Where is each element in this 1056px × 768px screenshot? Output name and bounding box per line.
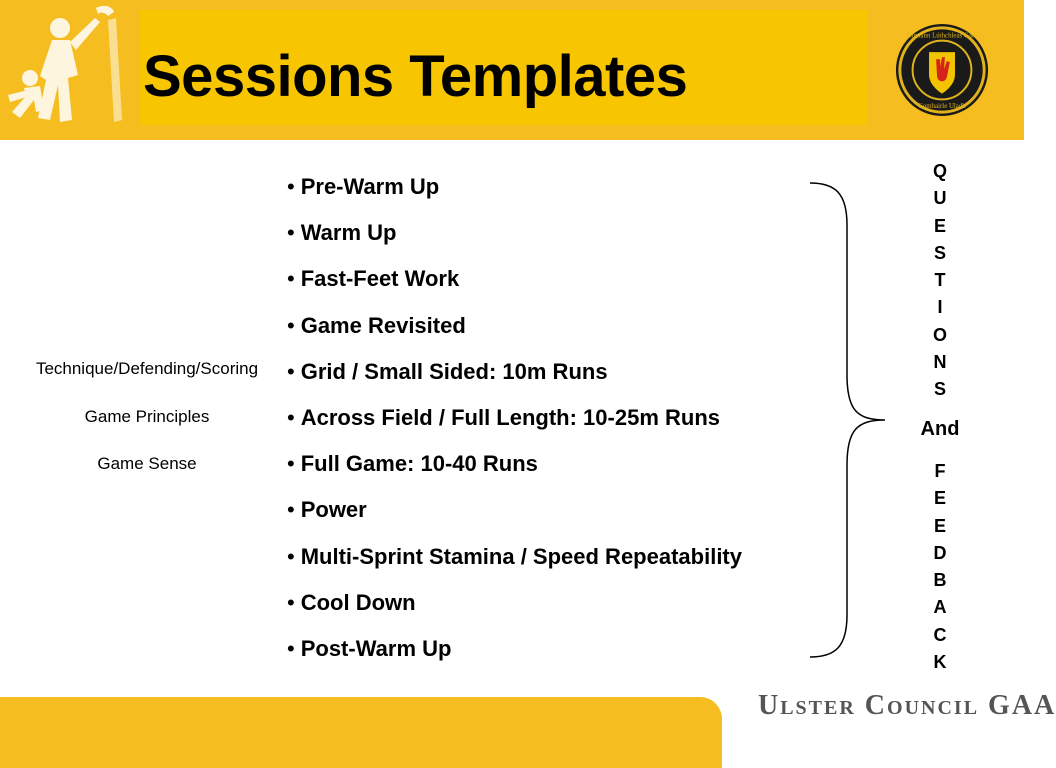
and-label: And	[920, 418, 960, 440]
side-label-game-sense: Game Sense	[97, 454, 197, 473]
feedback-vertical-word	[920, 458, 960, 676]
players-silhouette-icon	[0, 0, 135, 140]
feedback-letter: B	[933, 570, 947, 591]
list-item: • Power	[287, 497, 367, 523]
list-item: • Warm Up	[287, 220, 397, 246]
footer-band	[0, 697, 722, 768]
svg-text:Cumann Lúthchleas Gael: Cumann Lúthchleas Gael	[907, 32, 977, 40]
list-item: • Grid / Small Sided: 10m Runs	[287, 358, 608, 384]
questions-vertical-word	[920, 158, 960, 404]
list-item: • Post-Warm Up	[287, 635, 452, 661]
list-item: • Multi-Sprint Stamina / Speed Repeatability	[287, 543, 742, 569]
questions-letter: U	[933, 188, 947, 209]
list-item-label: Multi-Sprint Stamina / Speed Repeatability	[300, 543, 742, 569]
session-template-list	[287, 172, 742, 680]
feedback-letter: F	[934, 461, 946, 481]
questions-letter: E	[933, 215, 946, 236]
feedback-letter: E	[933, 515, 946, 536]
feedback-letter: A	[933, 597, 947, 618]
questions-letter: N	[933, 352, 947, 373]
list-item: • Pre-Warm Up	[287, 174, 440, 199]
list-item: • Game Revisited	[287, 312, 466, 338]
list-item-label: Game Revisited	[300, 312, 466, 338]
list-item-label: Warm Up	[300, 220, 397, 246]
list-item: • Cool Down	[287, 589, 416, 615]
list-item-label: Post-Warm Up	[300, 635, 452, 661]
list-item-label: Cool Down	[300, 589, 416, 615]
curly-brace-icon	[805, 175, 895, 665]
questions-letter: S	[933, 379, 946, 400]
feedback-letter: D	[933, 542, 947, 563]
feedback-letter: E	[933, 488, 946, 509]
side-label-game-principles: Game Principles	[84, 407, 210, 426]
feedback-letter: K	[933, 652, 947, 673]
list-item-label: Grid / Small Sided: 10m Runs	[300, 358, 608, 384]
list-item-label: Fast-Feet Work	[300, 266, 460, 292]
footer-brand: Ulster Council GAA	[758, 690, 1056, 721]
questions-letter: Q	[932, 161, 947, 181]
list-item-label: Full Game: 10-40 Runs	[300, 451, 538, 477]
list-item-label: Power	[300, 497, 367, 523]
list-item: • Full Game: 10-40 Runs	[287, 451, 538, 477]
slide-title: Sessions Templates	[143, 44, 688, 109]
svg-text:Comhairle Uladh: Comhairle Uladh	[918, 103, 966, 111]
ulster-gaa-crest-logo	[893, 16, 991, 124]
list-item: • Fast-Feet Work	[287, 266, 460, 292]
feedback-letter: C	[933, 624, 947, 645]
list-item-label: Pre-Warm Up	[300, 174, 440, 199]
questions-letter: S	[933, 242, 946, 263]
questions-letter: I	[937, 297, 943, 318]
list-item: • Across Field / Full Length: 10-25m Runs	[287, 404, 720, 430]
side-label-technique: Technique/Defending/Scoring	[35, 359, 259, 378]
questions-letter: O	[932, 324, 947, 345]
list-item-label: Across Field / Full Length: 10-25m Runs	[300, 404, 720, 430]
questions-letter: T	[934, 270, 946, 291]
